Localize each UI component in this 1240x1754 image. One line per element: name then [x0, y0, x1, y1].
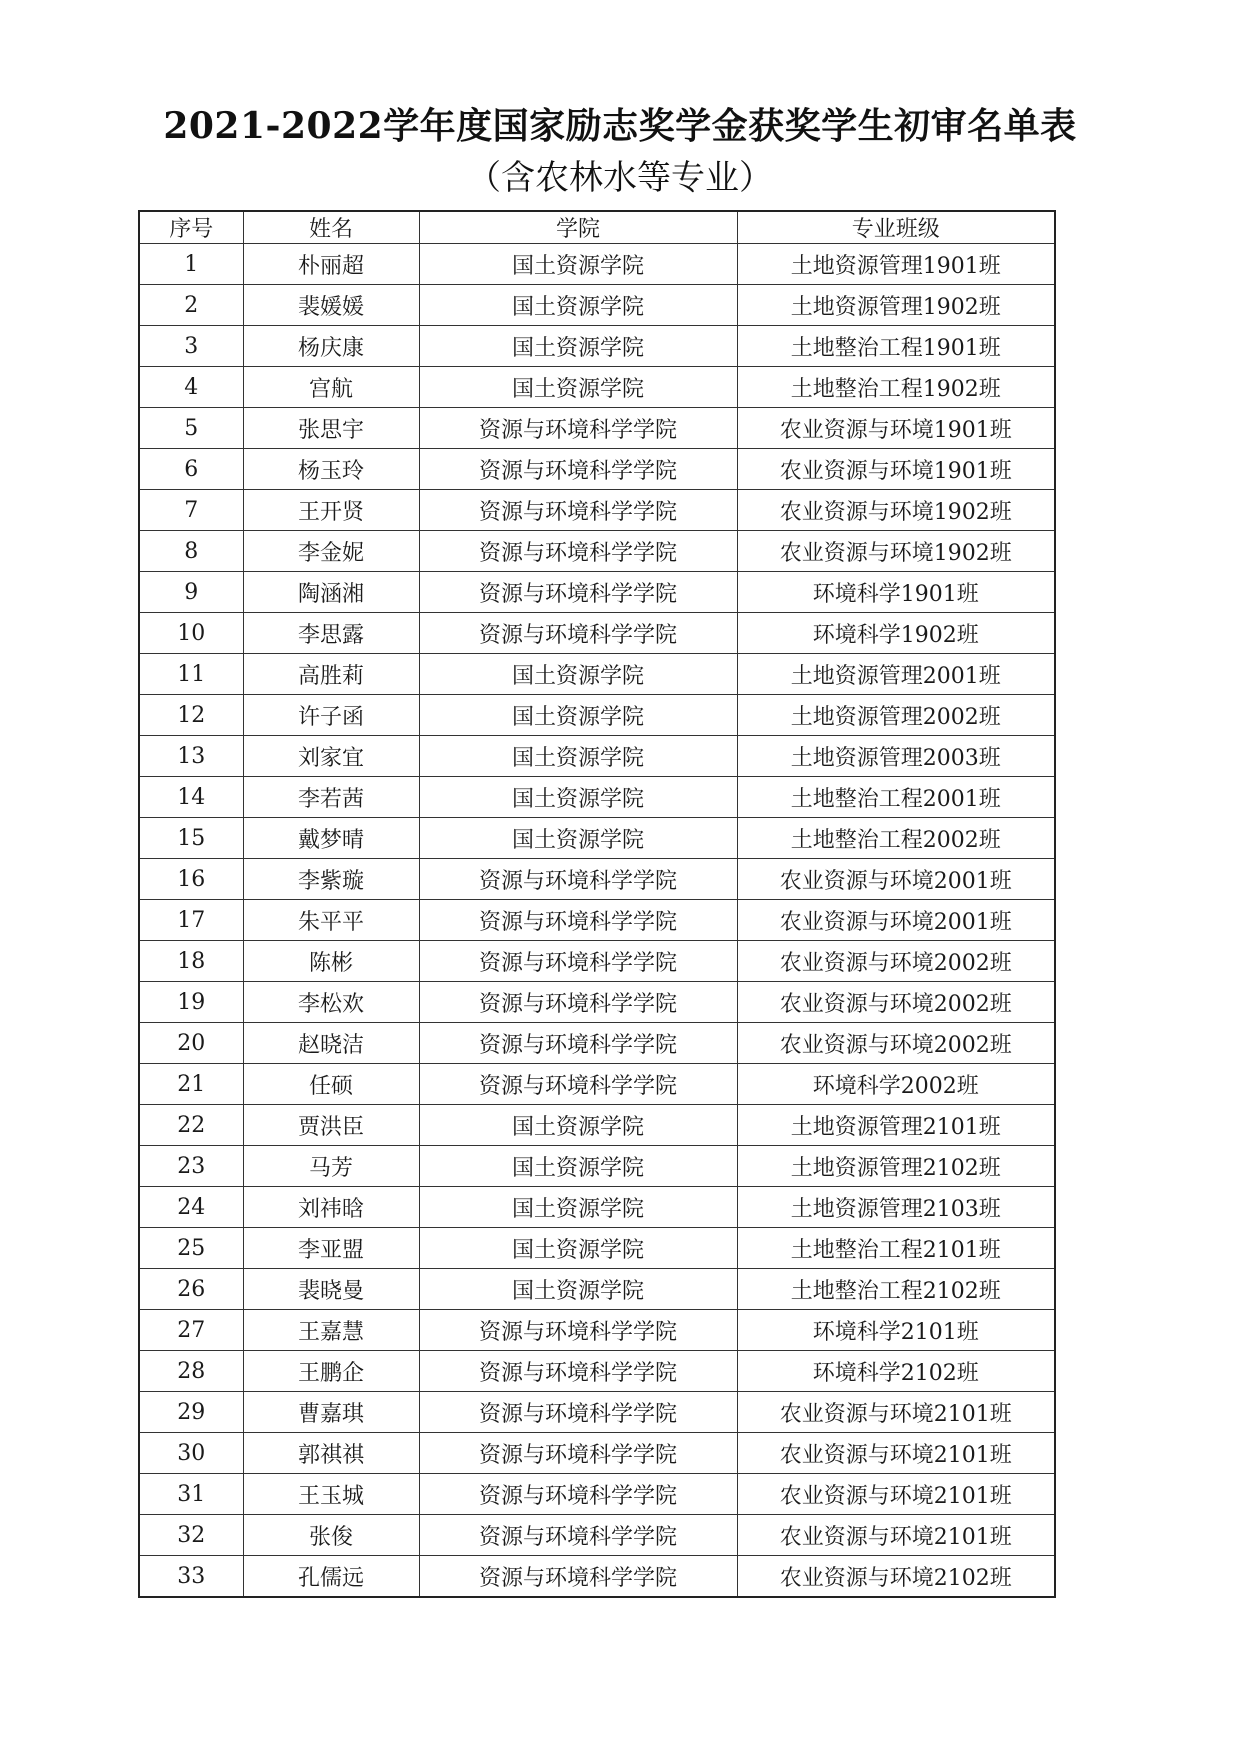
cell-name: 宫航	[243, 367, 419, 408]
cell-college: 国土资源学院	[419, 1146, 737, 1187]
table-row	[139, 326, 1055, 367]
cell-name: 陈彬	[243, 941, 419, 982]
cell-class: 农业资源与环境2101班	[737, 1433, 1055, 1474]
table-row	[139, 900, 1055, 941]
cell-class: 农业资源与环境2002班	[737, 982, 1055, 1023]
cell-class: 环境科学1902班	[737, 613, 1055, 654]
table-header	[139, 211, 1055, 244]
cell-college: 国土资源学院	[419, 244, 737, 285]
table-row	[139, 572, 1055, 613]
table-row	[139, 408, 1055, 449]
cell-number: 7	[139, 490, 243, 531]
cell-class: 土地整治工程1902班	[737, 367, 1055, 408]
cell-college: 资源与环境科学学院	[419, 490, 737, 531]
table-row	[139, 859, 1055, 900]
cell-college: 国土资源学院	[419, 818, 737, 859]
cell-name: 杨玉玲	[243, 449, 419, 490]
cell-number: 18	[139, 941, 243, 982]
cell-class: 农业资源与环境1902班	[737, 531, 1055, 572]
cell-number: 26	[139, 1269, 243, 1310]
table-row	[139, 941, 1055, 982]
column-header-name: 姓名	[243, 211, 419, 244]
cell-college: 国土资源学院	[419, 1228, 737, 1269]
cell-class: 农业资源与环境2101班	[737, 1474, 1055, 1515]
table-row	[139, 613, 1055, 654]
cell-class: 农业资源与环境1901班	[737, 408, 1055, 449]
table-row	[139, 1310, 1055, 1351]
table-body	[139, 244, 1055, 1598]
cell-class: 环境科学1901班	[737, 572, 1055, 613]
cell-name: 陶涵湘	[243, 572, 419, 613]
table-row	[139, 244, 1055, 285]
table-row	[139, 818, 1055, 859]
cell-number: 15	[139, 818, 243, 859]
cell-class: 环境科学2101班	[737, 1310, 1055, 1351]
cell-number: 2	[139, 285, 243, 326]
cell-name: 王玉城	[243, 1474, 419, 1515]
cell-class: 农业资源与环境1902班	[737, 490, 1055, 531]
cell-name: 杨庆康	[243, 326, 419, 367]
cell-college: 资源与环境科学学院	[419, 531, 737, 572]
cell-number: 13	[139, 736, 243, 777]
table-row	[139, 982, 1055, 1023]
cell-college: 国土资源学院	[419, 654, 737, 695]
cell-class: 土地资源管理2102班	[737, 1146, 1055, 1187]
cell-name: 李亚盟	[243, 1228, 419, 1269]
table-row	[139, 531, 1055, 572]
cell-class: 土地整治工程2102班	[737, 1269, 1055, 1310]
cell-college: 资源与环境科学学院	[419, 1474, 737, 1515]
cell-number: 5	[139, 408, 243, 449]
cell-number: 6	[139, 449, 243, 490]
cell-college: 资源与环境科学学院	[419, 1023, 737, 1064]
cell-college: 资源与环境科学学院	[419, 1064, 737, 1105]
table-row	[139, 367, 1055, 408]
cell-college: 资源与环境科学学院	[419, 900, 737, 941]
table-row	[139, 1474, 1055, 1515]
cell-name: 高胜莉	[243, 654, 419, 695]
cell-name: 李若茜	[243, 777, 419, 818]
cell-class: 环境科学2102班	[737, 1351, 1055, 1392]
cell-name: 李金妮	[243, 531, 419, 572]
cell-name: 王开贤	[243, 490, 419, 531]
cell-college: 资源与环境科学学院	[419, 982, 737, 1023]
cell-class: 农业资源与环境2002班	[737, 1023, 1055, 1064]
cell-class: 土地资源管理2002班	[737, 695, 1055, 736]
cell-name: 孔儒远	[243, 1556, 419, 1598]
award-list-table	[138, 210, 1056, 1598]
cell-name: 李思露	[243, 613, 419, 654]
cell-college: 资源与环境科学学院	[419, 572, 737, 613]
cell-number: 21	[139, 1064, 243, 1105]
cell-number: 33	[139, 1556, 243, 1598]
cell-class: 土地资源管理2101班	[737, 1105, 1055, 1146]
cell-name: 王嘉慧	[243, 1310, 419, 1351]
cell-college: 资源与环境科学学院	[419, 859, 737, 900]
cell-number: 22	[139, 1105, 243, 1146]
cell-number: 31	[139, 1474, 243, 1515]
cell-college: 国土资源学院	[419, 1269, 737, 1310]
cell-number: 1	[139, 244, 243, 285]
cell-name: 王鹏企	[243, 1351, 419, 1392]
table-row	[139, 777, 1055, 818]
cell-class: 土地整治工程2002班	[737, 818, 1055, 859]
cell-college: 国土资源学院	[419, 367, 737, 408]
table-row	[139, 1228, 1055, 1269]
cell-number: 4	[139, 367, 243, 408]
cell-college: 国土资源学院	[419, 736, 737, 777]
table-row	[139, 449, 1055, 490]
cell-class: 农业资源与环境2002班	[737, 941, 1055, 982]
cell-name: 任硕	[243, 1064, 419, 1105]
table-row	[139, 1105, 1055, 1146]
cell-college: 国土资源学院	[419, 777, 737, 818]
cell-number: 23	[139, 1146, 243, 1187]
cell-number: 28	[139, 1351, 243, 1392]
cell-name: 张俊	[243, 1515, 419, 1556]
cell-number: 29	[139, 1392, 243, 1433]
cell-college: 资源与环境科学学院	[419, 613, 737, 654]
cell-name: 朱平平	[243, 900, 419, 941]
cell-number: 30	[139, 1433, 243, 1474]
cell-class: 农业资源与环境2102班	[737, 1556, 1055, 1598]
cell-number: 17	[139, 900, 243, 941]
cell-name: 刘家宜	[243, 736, 419, 777]
cell-class: 环境科学2002班	[737, 1064, 1055, 1105]
cell-class: 土地整治工程2001班	[737, 777, 1055, 818]
cell-class: 农业资源与环境2101班	[737, 1515, 1055, 1556]
cell-college: 国土资源学院	[419, 695, 737, 736]
cell-number: 12	[139, 695, 243, 736]
cell-college: 资源与环境科学学院	[419, 941, 737, 982]
cell-number: 3	[139, 326, 243, 367]
cell-college: 资源与环境科学学院	[419, 1556, 737, 1598]
cell-number: 32	[139, 1515, 243, 1556]
cell-class: 农业资源与环境2101班	[737, 1392, 1055, 1433]
cell-name: 郭祺祺	[243, 1433, 419, 1474]
cell-number: 24	[139, 1187, 243, 1228]
table-row	[139, 1269, 1055, 1310]
cell-class: 农业资源与环境2001班	[737, 859, 1055, 900]
cell-class: 土地资源管理2103班	[737, 1187, 1055, 1228]
cell-number: 10	[139, 613, 243, 654]
table-row	[139, 1556, 1055, 1598]
column-header-college: 学院	[419, 211, 737, 244]
cell-college: 资源与环境科学学院	[419, 408, 737, 449]
cell-college: 资源与环境科学学院	[419, 449, 737, 490]
table-row	[139, 654, 1055, 695]
table-row	[139, 736, 1055, 777]
table-row	[139, 1187, 1055, 1228]
document-subtitle: （含农林水等专业）	[467, 158, 773, 198]
cell-name: 裴媛媛	[243, 285, 419, 326]
table-row	[139, 1433, 1055, 1474]
cell-name: 许子函	[243, 695, 419, 736]
cell-number: 16	[139, 859, 243, 900]
cell-name: 裴晓曼	[243, 1269, 419, 1310]
table-row	[139, 1146, 1055, 1187]
cell-college: 资源与环境科学学院	[419, 1515, 737, 1556]
table-row	[139, 1392, 1055, 1433]
cell-number: 11	[139, 654, 243, 695]
cell-class: 农业资源与环境1901班	[737, 449, 1055, 490]
cell-name: 张思宇	[243, 408, 419, 449]
table-row	[139, 695, 1055, 736]
table-row	[139, 1064, 1055, 1105]
table-header-row	[139, 211, 1055, 244]
cell-college: 资源与环境科学学院	[419, 1351, 737, 1392]
cell-college: 资源与环境科学学院	[419, 1310, 737, 1351]
cell-name: 曹嘉琪	[243, 1392, 419, 1433]
cell-class: 土地资源管理1902班	[737, 285, 1055, 326]
table-row	[139, 1515, 1055, 1556]
cell-college: 资源与环境科学学院	[419, 1433, 737, 1474]
cell-class: 土地资源管理1901班	[737, 244, 1055, 285]
cell-number: 19	[139, 982, 243, 1023]
cell-class: 土地资源管理2003班	[737, 736, 1055, 777]
cell-name: 戴梦晴	[243, 818, 419, 859]
cell-name: 李紫璇	[243, 859, 419, 900]
cell-name: 贾洪臣	[243, 1105, 419, 1146]
cell-college: 资源与环境科学学院	[419, 1392, 737, 1433]
cell-number: 9	[139, 572, 243, 613]
cell-number: 27	[139, 1310, 243, 1351]
cell-number: 8	[139, 531, 243, 572]
cell-college: 国土资源学院	[419, 326, 737, 367]
table-row	[139, 1351, 1055, 1392]
cell-name: 刘祎晗	[243, 1187, 419, 1228]
document-title: 2021-2022学年度国家励志奖学金获奖学生初审名单表	[163, 105, 1077, 147]
cell-college: 国土资源学院	[419, 285, 737, 326]
cell-name: 赵晓洁	[243, 1023, 419, 1064]
cell-class: 土地整治工程1901班	[737, 326, 1055, 367]
table-row	[139, 490, 1055, 531]
table-row	[139, 285, 1055, 326]
table-row	[139, 1023, 1055, 1064]
cell-college: 国土资源学院	[419, 1187, 737, 1228]
column-header-number: 序号	[139, 211, 243, 244]
cell-class: 土地整治工程2101班	[737, 1228, 1055, 1269]
cell-name: 朴丽超	[243, 244, 419, 285]
cell-number: 20	[139, 1023, 243, 1064]
cell-college: 国土资源学院	[419, 1105, 737, 1146]
cell-class: 农业资源与环境2001班	[737, 900, 1055, 941]
cell-number: 25	[139, 1228, 243, 1269]
cell-number: 14	[139, 777, 243, 818]
cell-class: 土地资源管理2001班	[737, 654, 1055, 695]
cell-name: 马芳	[243, 1146, 419, 1187]
cell-name: 李松欢	[243, 982, 419, 1023]
column-header-class: 专业班级	[737, 211, 1055, 244]
